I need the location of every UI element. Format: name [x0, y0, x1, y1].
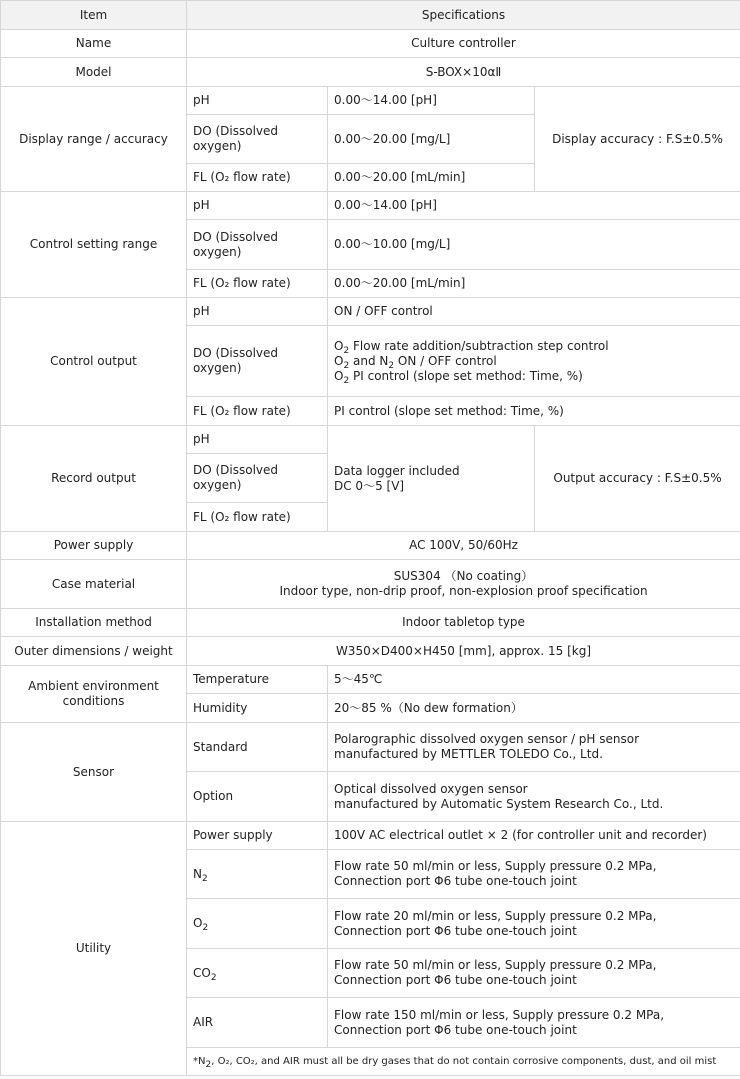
setting-value-fl: 0.00～20.00 [mL/min] [328, 270, 740, 298]
record-sub-ph: pH [187, 426, 328, 454]
sensor-value-option [328, 772, 740, 822]
row-utility-power [1, 822, 740, 850]
header-item: Item [1, 1, 187, 30]
output-do-line-2: $O_2$ and $N_2$ ON / OFF control [334, 353, 497, 371]
output-do-line-1: $O_2$ Flow rate addition/subtraction step control [334, 338, 609, 356]
output-value-ph: ON / OFF control [328, 298, 740, 326]
display-sub-do: DO (Dissolved oxygen) [187, 115, 328, 164]
setting-value-do: 0.00～10.00 [mg/L] [328, 220, 740, 270]
row-setting-ph [1, 192, 740, 220]
record-sub-do: DO (Dissolved oxygen) [187, 454, 328, 503]
sensor-option-line-1: Optical dissolved oxygen sensor [334, 781, 528, 796]
display-value-do: 0.00～20.00 [mg/L] [328, 115, 535, 164]
row-installation [1, 609, 740, 637]
label-power-supply: Power supply [1, 532, 187, 560]
display-value-ph: 0.00～14.00 [pH] [328, 87, 535, 115]
display-accuracy: Display accuracy : F.S±0.5% [535, 87, 740, 192]
ambient-value-temperature: 5～45℃ [328, 666, 740, 694]
setting-sub-ph: pH [187, 192, 328, 220]
utility-sub-co2: $CO_2$ [187, 949, 328, 998]
record-sub-fl: FL (O₂ flow rate) [187, 503, 328, 532]
value-power-supply: AC 100V, 50/60Hz [187, 532, 740, 560]
utility-value-n2: Flow rate 50 ml/min or less, Supply pressure 0.2 MPa, Connection port Φ6 tube one-touch joint [328, 850, 740, 899]
ambient-sub-humidity: Humidity [187, 694, 328, 723]
sensor-option-line-2: manufactured by Automatic System Research Co., Ltd. [334, 796, 664, 811]
ambient-sub-temperature: Temperature [187, 666, 328, 694]
setting-sub-do: DO (Dissolved oxygen) [187, 220, 328, 270]
utility-sub-power-supply: Power supply [187, 822, 328, 850]
row-case-material [1, 560, 740, 609]
output-sub-ph: pH [187, 298, 328, 326]
label-record-output: Record output [1, 426, 187, 532]
row-output-ph [1, 298, 740, 326]
utility-value-o2: Flow rate 20 ml/min or less, Supply pressure 0.2 MPa, Connection port Φ6 tube one-touch joint [328, 899, 740, 949]
sensor-sub-standard: Standard [187, 723, 328, 772]
sensor-standard-line-2: manufactured by METTLER TOLEDO Co., Ltd. [334, 747, 603, 761]
utility-value-power-supply: 100V AC electrical outlet × 2 (for controller unit and recorder) [328, 822, 740, 850]
output-do-line-3: $O_2$ PI control (slope set method: Time, %) [334, 368, 583, 386]
utility-sub-air: AIR [187, 998, 328, 1048]
value-model: S-BOX×10αⅡ [187, 58, 740, 87]
setting-sub-fl: FL (O₂ flow rate) [187, 270, 328, 298]
utility-value-air: Flow rate 150 ml/min or less, Supply pressure 0.2 MPa, Connection port Φ6 tube one-touch joint [328, 998, 740, 1048]
output-sub-do: DO (Dissolved oxygen) [187, 326, 328, 397]
label-outer-dimensions: Outer dimensions / weight [1, 637, 187, 666]
value-case-material [187, 560, 740, 609]
label-display-range: Display range / accuracy [1, 87, 187, 192]
label-control-output: Control output [1, 298, 187, 426]
record-logger-line-1: Data logger included [334, 463, 460, 478]
row-record-ph [1, 426, 740, 454]
record-logger-line-2: DC 0～5 [V] [334, 478, 405, 493]
label-ambient-environment: Ambient environment conditions [1, 666, 187, 723]
header-specifications: Specifications [187, 1, 740, 30]
label-sensor: Sensor [1, 723, 187, 822]
case-material-line-2: Indoor type, non-drip proof, non-explosion proof specification [279, 584, 648, 598]
display-value-fl: 0.00～20.00 [mL/min] [328, 164, 535, 192]
row-ambient-temperature [1, 666, 740, 694]
value-outer-dimensions: W350×D400×H450 [mm], approx. 15 [kg] [187, 637, 740, 666]
output-value-do [328, 326, 740, 397]
case-material-line-1: SUS304 （No coating） [393, 569, 534, 583]
utility-value-co2: Flow rate 50 ml/min or less, Supply pressure 0.2 MPa, Connection port Φ6 tube one-touch joint [328, 949, 740, 998]
row-power-supply [1, 532, 740, 560]
sensor-value-standard [328, 723, 740, 772]
label-name: Name [1, 30, 187, 58]
record-logger [328, 426, 535, 532]
display-sub-ph: pH [187, 87, 328, 115]
utility-sub-o2: $O_2$ [187, 899, 328, 949]
row-model [1, 58, 740, 87]
row-display-ph [1, 87, 740, 115]
record-accuracy: Output accuracy : F.S±0.5% [535, 426, 740, 532]
label-installation-method: Installation method [1, 609, 187, 637]
header-row [1, 1, 740, 30]
setting-value-ph: 0.00～14.00 [pH] [328, 192, 740, 220]
row-sensor-standard [1, 723, 740, 772]
utility-footnote: *N2, O₂, CO₂, and AIR must all be dry gases that do not contain corrosive components, dust, and oil mist [187, 1048, 740, 1076]
output-value-fl: PI control (slope set method: Time, %) [328, 397, 740, 426]
label-utility: Utility [1, 822, 187, 1076]
row-dimensions [1, 637, 740, 666]
output-sub-fl: FL (O₂ flow rate) [187, 397, 328, 426]
sensor-sub-option: Option [187, 772, 328, 822]
ambient-value-humidity: 20～85 %（No dew formation） [328, 694, 740, 723]
row-name [1, 30, 740, 58]
utility-sub-n2: $N_2$ [187, 850, 328, 899]
value-name: Culture controller [187, 30, 740, 58]
label-model: Model [1, 58, 187, 87]
sensor-standard-line-1: Polarographic dissolved oxygen sensor / pH sensor [334, 732, 640, 746]
value-installation-method: Indoor tabletop type [187, 609, 740, 637]
display-sub-fl: FL (O₂ flow rate) [187, 164, 328, 192]
label-case-material: Case material [1, 560, 187, 609]
label-control-setting-range: Control setting range [1, 192, 187, 298]
